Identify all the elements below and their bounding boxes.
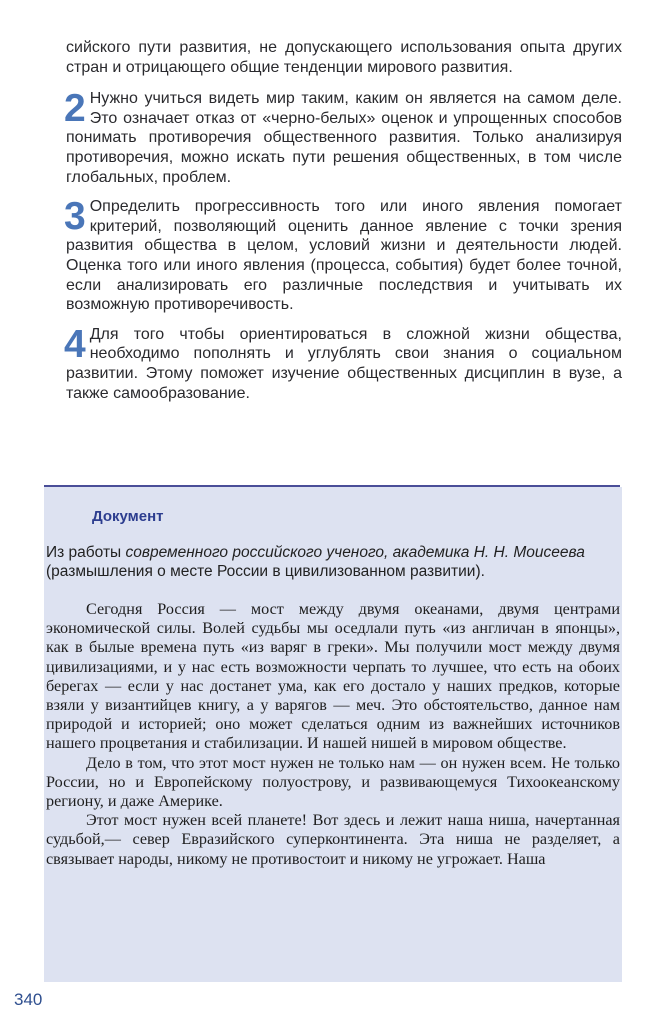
paragraph-number: 4 (64, 322, 86, 366)
intro-suffix: (размышления о месте России в цивилизованном развитии). (46, 562, 485, 580)
main-text (66, 38, 622, 413)
intro-author: современного российского ученого, академика Н. Н. Моисеева (125, 544, 585, 561)
numbered-paragraph-4 (64, 322, 622, 403)
numbered-paragraph-3 (66, 197, 622, 315)
document-paragraph-3: Этот мост нужен всей планете! Вот здесь и лежит наша ниша, начертанная судьбой,— север Евразийского суперконтинента. Эта ниша не разделяет, а связывает народы, никому не противостоит и никому не угрожает. Наша (46, 811, 620, 868)
paragraph-continuation: сийского пути развития, не допускающего использования опыта других стран и отрицающего общие тенденции мирового развития. (66, 39, 622, 76)
intro-prefix: Из работы (46, 544, 126, 561)
page-number: 340 (14, 990, 43, 1009)
paragraph-text: Для того чтобы ориентироваться в сложной жизни общества, необходимо пополнять и углублять свои знания о социальном развитии. Этому поможет изучение общественных дисциплин в вузе, а также самообразование. (66, 325, 622, 402)
document-paragraph-2: Дело в том, что этот мост нужен не только нам — он нужен всем. Не только России, но и Европейскому полуострову, и развивающемуся Тихоокеанскому региону, и даже Америке. (46, 753, 620, 811)
numbered-paragraph-2 (66, 89, 622, 187)
document-heading: Документ (92, 508, 164, 525)
paragraph-number: 3 (64, 195, 86, 239)
paragraph-text: Определить прогрессивность того или иного явления помогает критерий, позволяющий оценить данное явление с точки зрения развития общества в целом, условий жизни и деятельности людей. Оценка того или иного явления (процесса, события) будет более точной, если анализировать его различные последствия и учитывать их возможную противоречивость. (66, 198, 622, 314)
document-body (46, 600, 620, 869)
paragraph-text: Нужно учиться видеть мир таким, каким он является на самом деле. Это означает отказ от «черно-белых» оценок и упрощенных способов понимать противоречия общественного развития. Только анализируя противоречия, можно искать пути решения общественных, в том числе глобальных, проблем. (66, 90, 622, 186)
document-paragraph-1: Сегодня Россия — мост между двумя океанами, двумя центрами экономической силы. Волей судьбы мы оседлали путь «из англичан в японцы», как в былые времена путь «из варяг в греки». Мы получили мост между двумя цивилизациями, и у нас есть возможности черпать то лучшее, что есть на обоих берегах — если у нас достанет ума, как его достало у наших предков, которые взяли у византийцев книгу, а у варягов — меч. Это обстоятельство, данное нам природой и историей; оно может сделаться одним из важнейших источников нашего процветания и стабилизации. И нашей нишей в мировом обществе. (46, 600, 620, 753)
paragraph-number: 2 (64, 87, 86, 131)
document-intro (46, 544, 620, 581)
